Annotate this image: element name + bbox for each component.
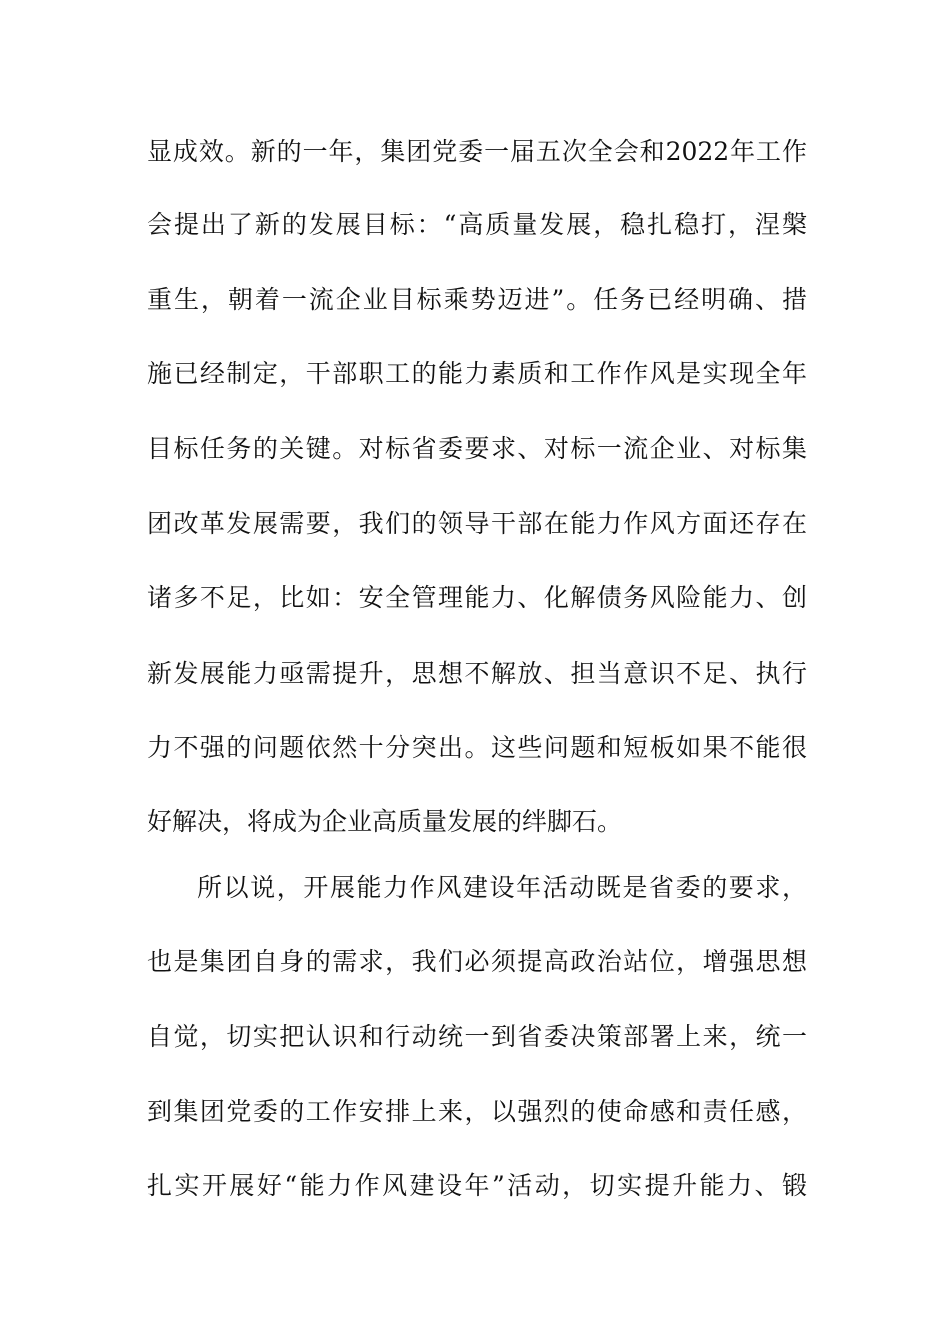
text-line-12: 也是集团自身的需求，我们必须提高政治站位，增强思想 <box>147 947 807 976</box>
text-line-15: 扎实开展好“能力作风建设年”活动，切实提升能力、锻 <box>147 1171 807 1200</box>
text-line-13: 自觉，切实把认识和行动统一到省委决策部署上来，统一 <box>147 1022 807 1051</box>
text-line-6: 团改革发展需要，我们的领导干部在能力作风方面还存在 <box>147 509 807 538</box>
text-line-9: 力不强的问题依然十分突出。这些问题和短板如果不能很 <box>147 733 807 762</box>
text-line-11: 所以说，开展能力作风建设年活动既是省委的要求， <box>197 873 807 902</box>
text-line-10: 好解决，将成为企业高质量发展的绊脚石。 <box>147 807 623 836</box>
text-line-7: 诸多不足，比如：安全管理能力、化解债务风险能力、创 <box>147 583 807 612</box>
text-line-14: 到集团党委的工作安排上来，以强烈的使命感和责任感， <box>147 1097 807 1126</box>
text-line-8: 新发展能力亟需提升，思想不解放、担当意识不足、执行 <box>147 659 807 688</box>
text-line-2: 会提出了新的发展目标：“高质量发展，稳扎稳打，涅槃 <box>147 210 807 239</box>
text-line-1: 显成效。新的一年，集团党委一届五次全会和2022年工作 <box>147 137 807 166</box>
text-line-3: 重生，朝着一流企业目标乘势迈进”。任务已经明确、措 <box>147 285 807 314</box>
text-line-5: 目标任务的关键。对标省委要求、对标一流企业、对标集 <box>147 434 807 463</box>
text-line-4: 施已经制定，干部职工的能力素质和工作作风是实现全年 <box>147 359 807 388</box>
